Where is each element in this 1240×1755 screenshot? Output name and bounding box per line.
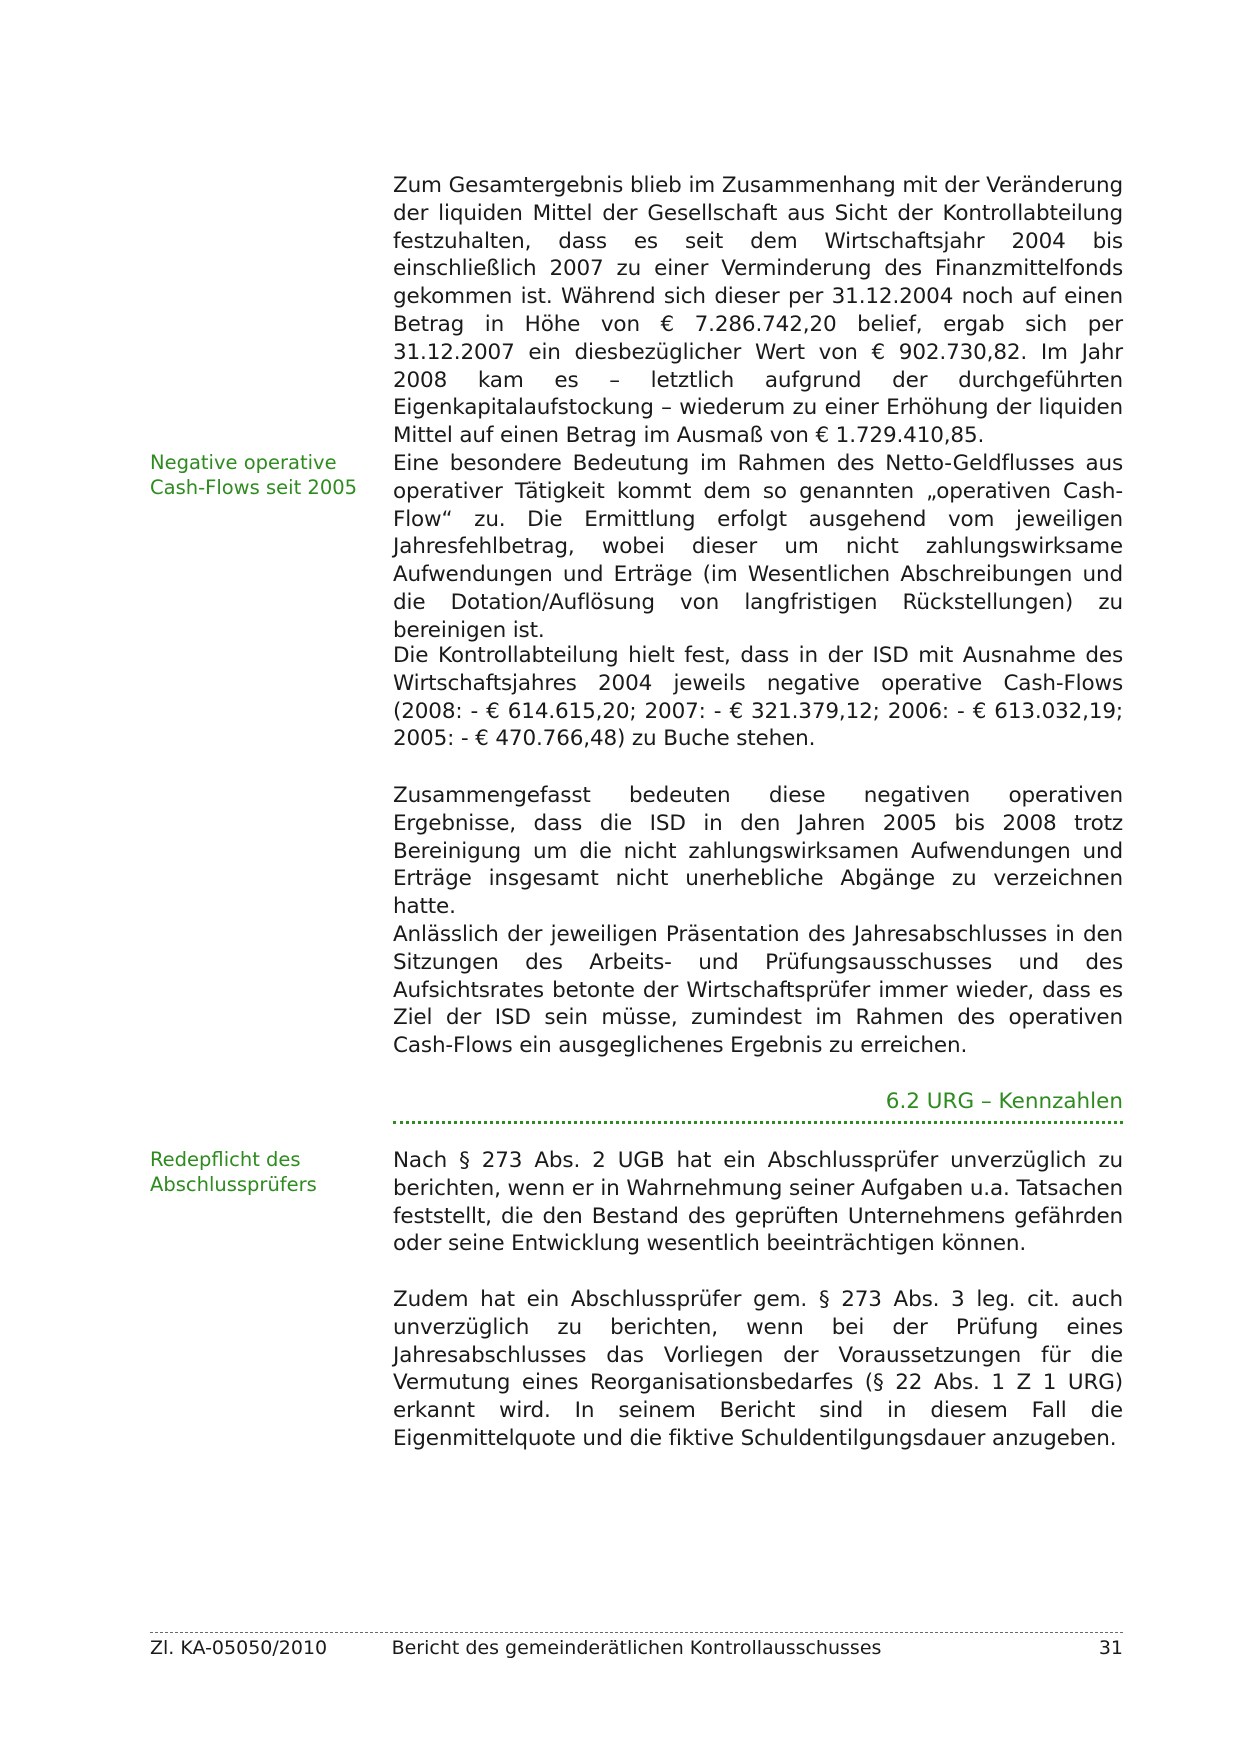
margin-note-redepflicht: Redepflicht des Abschlussprüfers [150, 1148, 317, 1196]
paragraph-liquid-funds: Zum Gesamtergebnis blieb im Zusammenhang mit der Veränderung der liquiden Mittel der Gesellschaft aus Sicht der Kontrollabteilung festzuhalten, dass es seit dem Wirtschaftsjahr 2004 bis einschließlich 2007 zu einer Verminderung des Finanzmittelfonds gekommen ist. Während sich dieser per 31.12.2004 noch auf einen Betrag in Höhe von € 7.286.742,20 belief, ergab sich per 31.12.2007 ein diesbezüglicher Wert von € 902.730,82. Im Jahr 2008 kam es – letztlich aufgrund der durchgeführten Eigenkapitalaufstockung – wiederum zu einer Erhöhung der liquiden Mittel auf einen Betrag im Ausmaß von € 1.729.410,85. [393, 173, 1123, 449]
paragraph-operative-cash-flow: Eine besondere Bedeutung im Rahmen des Netto-Geldflusses aus operativer Tätigkeit kommt dem so genannten „operativen Cash-Flow“ zu. Die Ermittlung erfolgt ausgehend vom jeweiligen Jahresfehlbetrag, wobei dieser um nicht zahlungswirksame Aufwendungen und Erträge (im Wesentlichen Abschreibungen und die Dotation/Auflösung von langfristigen Rückstellungen) zu bereinigen ist. [393, 451, 1123, 643]
paragraph-reporting-duty: Nach § 273 Abs. 2 UGB hat ein Abschlussprüfer unverzüglich zu berichten, wenn er in Wahrnehmung seiner Aufgaben u.a. Tatsachen feststellt, die den Bestand des geprüften Unternehmens gefährden oder seine Entwicklung wesentlich beeinträchtigen können. [393, 1148, 1123, 1257]
footer-title: Bericht des gemeinderätlichen Kontrollausschusses [391, 1637, 882, 1659]
paragraph-reorganisation: Zudem hat ein Abschlussprüfer gem. § 273 Abs. 3 leg. cit. auch unverzüglich zu berichten, wenn bei der Prüfung eines Jahresabschlusses das Vorliegen der Voraussetzungen für die Vermutung eines Reorganisationsbedarfes (§ 22 Abs. 1 Z 1 URG) erkannt wird. In seinem Bericht sind in diesem Fall die Eigenmittelquote und die fiktive Schuldentilgungsdauer anzugeben. [393, 1287, 1123, 1451]
paragraph-auditor-remarks: Anlässlich der jeweiligen Präsentation des Jahresabschlusses in den Sitzungen des Arbeits- und Prüfungsausschusses und des Aufsichtsrates betonte der Wirtschaftsprüfer immer wieder, dass es Ziel der ISD sein müsse, zumindest im Rahmen des operativen Cash-Flows ein ausgeglichenes Ergebnis zu erreichen. [393, 922, 1123, 1059]
paragraph-summary: Zusammengefasst bedeuten diese negativen operativen Ergebnisse, dass die ISD in den Jahren 2005 bis 2008 trotz Bereinigung um die nicht zahlungswirksamen Aufwendungen und Erträge insgesamt nicht unerhebliche Abgänge zu verzeichnen hatte. [393, 783, 1123, 920]
page-number: 31 [1098, 1637, 1123, 1659]
section-divider [393, 1121, 1123, 1124]
footer-divider [150, 1632, 1123, 1633]
margin-note-negative-cash-flows: Negative operative Cash-Flows seit 2005 [150, 451, 358, 499]
section-heading: 6.2 URG – Kennzahlen [885, 1089, 1123, 1114]
paragraph-negative-cash-flows: Die Kontrollabteilung hielt fest, dass in der ISD mit Ausnahme des Wirtschaftsjahres 2004 jeweils negative operative Cash-Flows (2008: - € 614.615,20; 2007: - € 321.379,12; 2006: - € 613.032,19; 2005: - € 470.766,48) zu Buche stehen. [393, 643, 1123, 752]
footer-reference: Zl. KA-05050/2010 [150, 1637, 328, 1659]
